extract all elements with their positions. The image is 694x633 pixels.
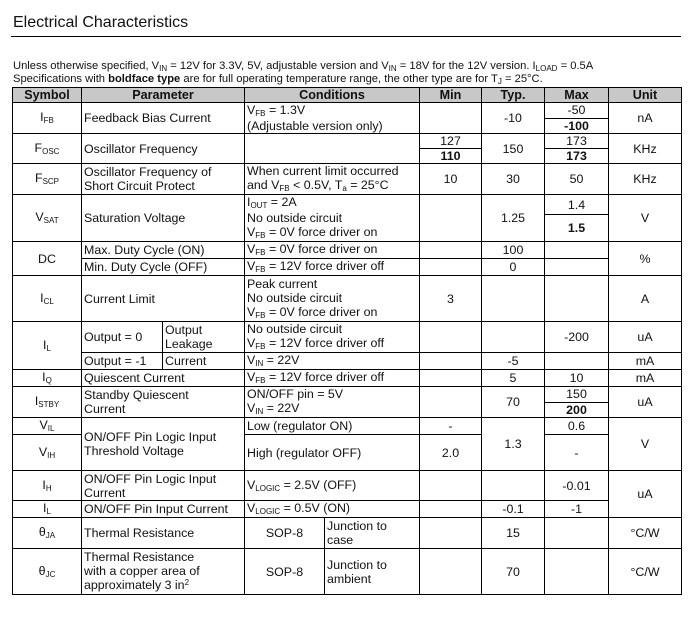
conditions-cell: $V_{LOGIC} = 2.5V$ (OFF) — [245, 471, 420, 501]
max-cell: 150 — [545, 387, 609, 403]
symbol-cell: $V_{IL}$ — [13, 418, 82, 435]
unit-cell: mA — [609, 353, 682, 370]
parameter-cell: Feedback Bias Current — [82, 103, 245, 134]
parameter-cell: Output = -1 — [82, 353, 163, 370]
table-row — [13, 164, 682, 195]
min-cell — [420, 322, 482, 353]
header-row — [13, 88, 682, 103]
unit-cell: A — [609, 276, 682, 322]
header-unit: Unit — [609, 88, 682, 103]
typ-cell: 70 — [482, 549, 545, 595]
min-cell: 127 — [420, 134, 482, 149]
parameter-cell: Output = 0 — [82, 322, 163, 353]
header-symbol: Symbol — [13, 88, 82, 103]
typ-cell — [482, 471, 545, 501]
max-cell: -1 — [545, 501, 609, 518]
header-typ: Typ. — [482, 88, 545, 103]
min-cell — [420, 370, 482, 387]
unit-cell: % — [609, 242, 682, 276]
max-cell: -100 — [545, 118, 609, 134]
symbol-cell: $I_{FB}$ — [13, 103, 82, 134]
min-cell — [420, 387, 482, 418]
max-cell: - — [545, 435, 609, 471]
parameter-cell: Max. Duty Cycle (ON) — [82, 242, 245, 259]
typ-cell: -10 — [482, 103, 545, 134]
parameter-cell: Thermal Resistance — [82, 518, 245, 549]
table-row — [13, 353, 682, 370]
symbol-cell: $I_Q$ — [13, 370, 82, 387]
parameter-cell: Quiescent Current — [82, 370, 245, 387]
parameter-cell: ON/OFF Pin Input Current — [82, 501, 245, 518]
unit-cell: uA — [609, 322, 682, 353]
max-cell: 1.4 — [545, 195, 609, 215]
typ-cell: 1.3 — [482, 418, 545, 471]
unit-cell: °C/W — [609, 549, 682, 595]
header-max: Max — [545, 88, 609, 103]
table-row — [13, 276, 682, 322]
table-row — [13, 501, 682, 518]
table-row — [13, 471, 682, 501]
typ-cell — [482, 276, 545, 322]
min-cell: 110 — [420, 149, 482, 164]
conditions-cell: Junction to case — [325, 518, 420, 549]
package-cell: SOP-8 — [245, 549, 325, 595]
typ-cell: -0.1 — [482, 501, 545, 518]
conditions-cell: High (regulator OFF) — [245, 435, 420, 471]
min-cell: 10 — [420, 164, 482, 195]
table-row — [13, 549, 682, 595]
unit-cell: KHz — [609, 164, 682, 195]
min-cell — [420, 501, 482, 518]
conditions-cell: $V_{FB} = 12V$ force driver off — [245, 259, 420, 276]
table-row — [13, 134, 682, 149]
conditions-cell: $I_{OUT} = 2A$ No outside circuit $V_{FB} = 0V$ force driver on — [245, 195, 420, 242]
symbol-cell: $\theta_{JC}$ — [13, 549, 82, 595]
parameter-cell: Standby Quiescent Current — [82, 387, 245, 418]
symbol-cell: $F_{SCP}$ — [13, 164, 82, 195]
table-row — [13, 518, 682, 549]
conditions-cell: $V_{IN} = 22V$ — [245, 353, 420, 370]
intro-line-1: Unless otherwise specified, $V_{IN} = 12V$ for 3.3V, 5V, adjustable version and $V_{IN} = 18V$ for the 12V version. $I_{LOAD} = 0.5A$ — [13, 60, 594, 73]
conditions-cell: $V_{FB} = 0V$ force driver on — [245, 242, 420, 259]
parameter-cell: Min. Duty Cycle (OFF) — [82, 259, 245, 276]
package-cell: SOP-8 — [245, 518, 325, 549]
max-cell: 0.6 — [545, 418, 609, 435]
max-cell: 173 — [545, 134, 609, 149]
page-title: Electrical Characteristics — [13, 14, 189, 31]
symbol-cell: $I_L$ — [13, 322, 82, 370]
min-cell: 2.0 — [420, 435, 482, 471]
table-row — [13, 387, 682, 403]
conditions-cell: $V_{FB} = 1.3V$ (Adjustable version only) — [245, 103, 420, 134]
symbol-cell: $V_{SAT}$ — [13, 195, 82, 242]
conditions-cell: Low (regulator ON) — [245, 418, 420, 435]
parameter-cell: ON/OFF Pin Logic Input Threshold Voltage — [82, 418, 245, 471]
min-cell — [420, 103, 482, 134]
max-cell — [545, 276, 609, 322]
max-cell: 1.5 — [545, 215, 609, 242]
table-row — [13, 195, 682, 215]
unit-cell: uA — [609, 471, 682, 518]
max-cell — [545, 518, 609, 549]
typ-cell: 70 — [482, 387, 545, 418]
conditions-cell: When current limit occurred and $V_{FB} < 0.5V$, $T_a = 25^\circ C$ — [245, 164, 420, 195]
min-cell — [420, 242, 482, 259]
symbol-cell: $I_{STBY}$ — [13, 387, 82, 418]
table-row — [13, 370, 682, 387]
symbol-cell: $I_H$ — [13, 471, 82, 501]
unit-cell: uA — [609, 387, 682, 418]
parameter-cell: Thermal Resistance with a copper area of approximately 3 $in^2$ — [82, 549, 245, 595]
conditions-cell — [245, 134, 420, 164]
unit-cell: mA — [609, 370, 682, 387]
table-row — [13, 322, 682, 353]
max-cell: -200 — [545, 322, 609, 353]
max-cell: -50 — [545, 103, 609, 119]
table-row — [13, 103, 682, 119]
header-parameter: Parameter — [82, 88, 245, 103]
parameter-cell: Current Limit — [82, 276, 245, 322]
min-cell — [420, 195, 482, 242]
conditions-cell: No outside circuit $V_{FB} = 12V$ force driver off — [245, 322, 420, 353]
min-cell — [420, 518, 482, 549]
typ-cell: 1.25 — [482, 195, 545, 242]
min-cell: 3 — [420, 276, 482, 322]
unit-cell: nA — [609, 103, 682, 134]
intro-text — [13, 60, 593, 86]
symbol-cell: $I_{CL}$ — [13, 276, 82, 322]
intro-line-2: Specifications with boldface type are for full operating temperature range, the other type are for $T_J = 25^\circ C$. — [13, 73, 543, 86]
title-section — [11, 0, 681, 37]
min-cell — [420, 259, 482, 276]
table-row — [13, 242, 682, 259]
max-cell: 173 — [545, 149, 609, 164]
electrical-characteristics-table — [12, 87, 682, 595]
conditions-cell: $V_{LOGIC} = 0.5V$ (ON) — [245, 501, 420, 518]
max-cell — [545, 242, 609, 259]
unit-cell: KHz — [609, 134, 682, 164]
conditions-cell: $V_{FB} = 12V$ force driver off — [245, 370, 420, 387]
parameter-cell: Saturation Voltage — [82, 195, 245, 242]
conditions-cell: Peak current No outside circuit $V_{FB} = 0V$ force driver on — [245, 276, 420, 322]
typ-cell: 15 — [482, 518, 545, 549]
header-conditions: Conditions — [245, 88, 420, 103]
typ-cell: 5 — [482, 370, 545, 387]
parameter-cell: Current — [163, 353, 245, 370]
unit-cell: °C/W — [609, 518, 682, 549]
parameter-cell: Oscillator Frequency — [82, 134, 245, 164]
typ-cell: 30 — [482, 164, 545, 195]
conditions-cell: Junction to ambient — [325, 549, 420, 595]
symbol-cell: $\theta_{JA}$ — [13, 518, 82, 549]
max-cell: 50 — [545, 164, 609, 195]
symbol-cell: $V_{IH}$ — [13, 435, 82, 471]
typ-cell — [482, 322, 545, 353]
max-cell — [545, 353, 609, 370]
symbol-cell: $F_{OSC}$ — [13, 134, 82, 164]
table-row — [13, 418, 682, 435]
min-cell: - — [420, 418, 482, 435]
symbol-cell: $I_L$ — [13, 501, 82, 518]
typ-cell: 0 — [482, 259, 545, 276]
typ-cell: -5 — [482, 353, 545, 370]
max-cell — [545, 259, 609, 276]
min-cell — [420, 549, 482, 595]
max-cell: 200 — [545, 402, 609, 418]
conditions-cell: ON/OFF pin = 5V $V_{IN} = 22V$ — [245, 387, 420, 418]
max-cell — [545, 549, 609, 595]
header-min: Min — [420, 88, 482, 103]
parameter-cell: Oscillator Frequency of Short Circuit Protect — [82, 164, 245, 195]
parameter-cell: ON/OFF Pin Logic Input Current — [82, 471, 245, 501]
min-cell — [420, 353, 482, 370]
symbol-cell: DC — [13, 242, 82, 276]
table-row — [13, 259, 682, 276]
unit-cell: V — [609, 418, 682, 471]
max-cell: -0.01 — [545, 471, 609, 501]
parameter-cell: Output Leakage — [163, 322, 245, 353]
typ-cell: 150 — [482, 134, 545, 164]
unit-cell: V — [609, 195, 682, 242]
typ-cell: 100 — [482, 242, 545, 259]
max-cell: 10 — [545, 370, 609, 387]
min-cell — [420, 471, 482, 501]
